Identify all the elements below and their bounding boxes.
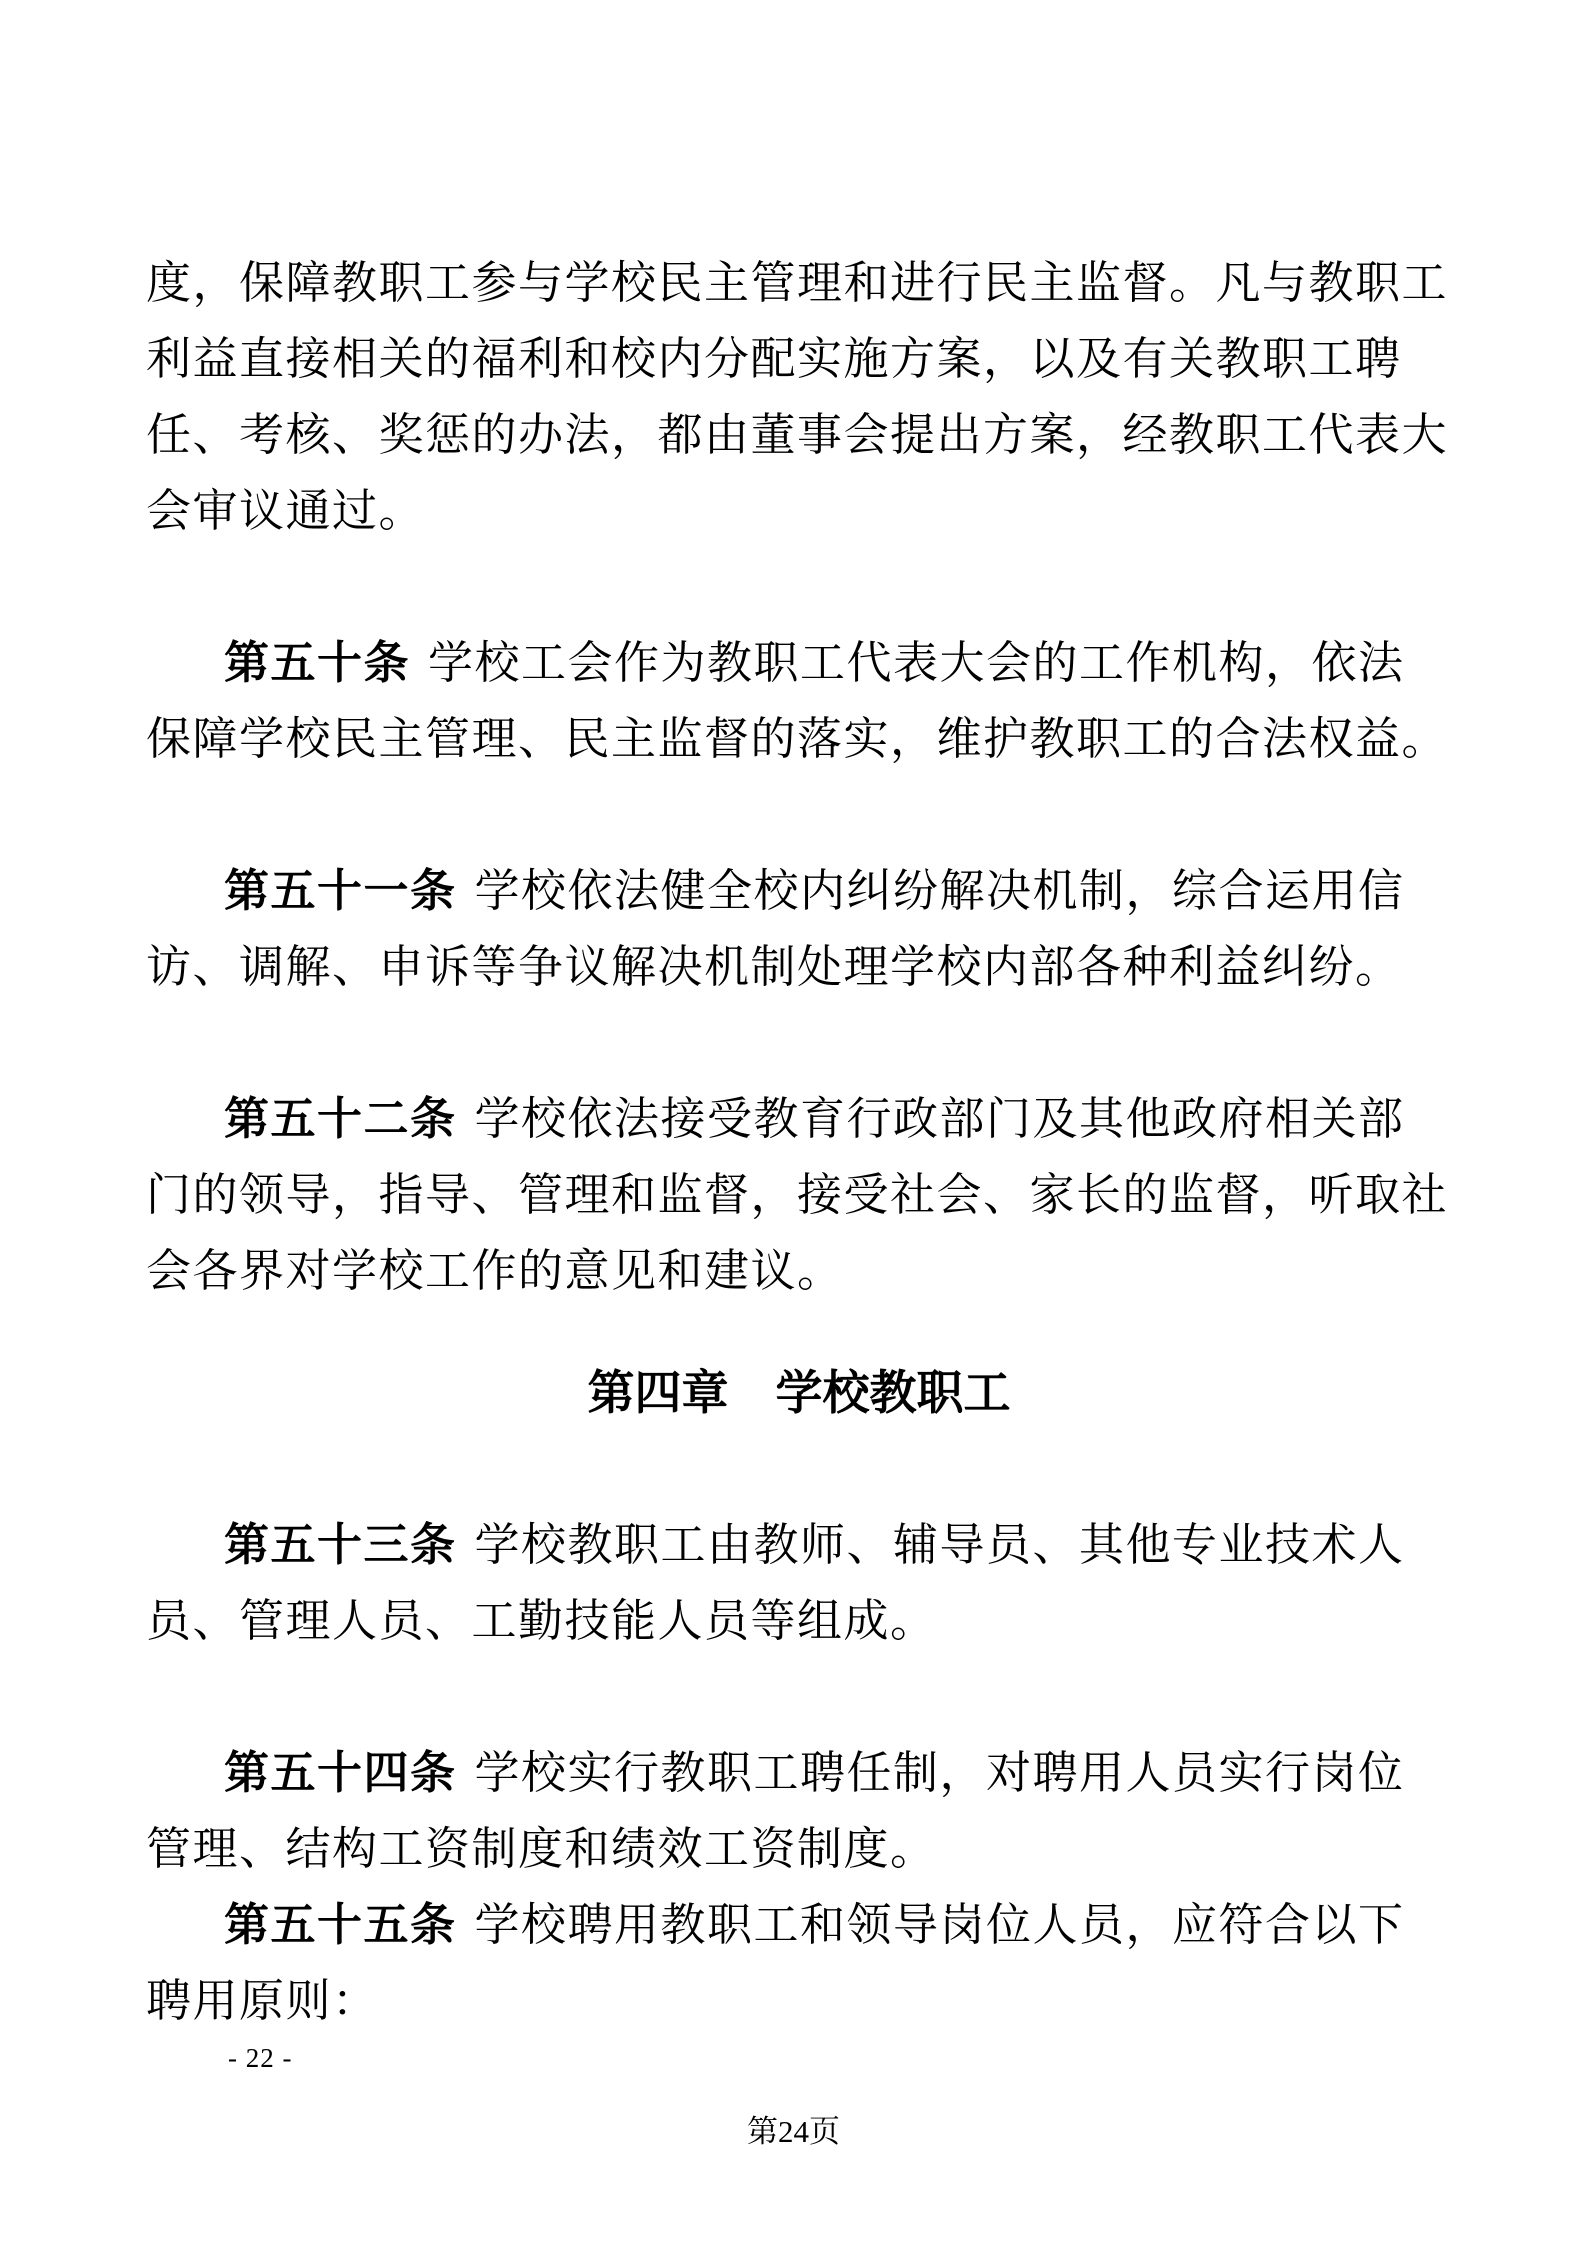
article-number: 第五十条 [224, 638, 411, 688]
article-number: 第五十一条 [224, 866, 457, 916]
article-text: 学校教职工由教师、辅导员、其他专业技术人 [474, 1520, 1405, 1570]
article-number: 第五十三条 [224, 1520, 457, 1570]
article-paragraph [146, 1887, 1452, 2039]
article-paragraph [146, 1081, 1452, 1309]
article-text: 学校聘用教职工和领导岗位人员，应符合以下 [474, 1900, 1405, 1950]
text-line [146, 1887, 1452, 1963]
text-line [146, 625, 1452, 701]
footer-page-number: 第24页 [747, 2114, 840, 2149]
article-paragraph [146, 853, 1452, 1005]
text-line: 员、管理人员、工勤技能人员等组成。 [146, 1596, 937, 1646]
article-text: 学校实行教职工聘任制，对聘用人员实行岗位 [474, 1748, 1405, 1798]
text-line: 保障学校民主管理、民主监督的落实，维护教职工的合法权益。 [146, 714, 1449, 764]
chapter-heading: 第四章 学校教职工 [587, 1366, 1011, 1419]
article-text: 学校依法健全校内纠纷解决机制，综合运用信 [474, 866, 1405, 916]
article-number: 第五十五条 [224, 1900, 457, 1950]
text-line [146, 1735, 1452, 1811]
text-line: 管理、结构工资制度和绩效工资制度。 [146, 1824, 937, 1874]
article-paragraph [146, 1735, 1452, 1887]
text-line [146, 853, 1452, 929]
text-line: 聘用原则： [146, 1976, 379, 2026]
text-line: 门的领导，指导、管理和监督，接受社会、家长的监督，听取社 [146, 1170, 1449, 1220]
article-number: 第五十四条 [224, 1748, 457, 1798]
footer-draft-page-number: - 22 - [228, 2043, 293, 2073]
text-line [146, 1081, 1452, 1157]
text-line [146, 1507, 1452, 1583]
text-line: 会各界对学校工作的意见和建议。 [146, 1246, 844, 1296]
article-paragraph [146, 625, 1452, 777]
text-line: 会审议通过。 [146, 486, 426, 536]
text-line: 任、考核、奖惩的办法，都由董事会提出方案，经教职工代表大 [146, 410, 1449, 460]
article-text: 学校依法接受教育行政部门及其他政府相关部 [474, 1094, 1405, 1144]
text-line: 度，保障教职工参与学校民主管理和进行民主监督。凡与教职工 [146, 258, 1449, 308]
article-text: 学校工会作为教职工代表大会的工作机构，依法 [428, 638, 1405, 688]
paragraph [146, 245, 1452, 549]
text-line: 利益直接相关的福利和校内分配实施方案，以及有关教职工聘 [146, 334, 1402, 384]
document-body [146, 245, 1452, 2039]
article-number: 第五十二条 [224, 1094, 457, 1144]
text-line: 访、调解、申诉等争议解决机制处理学校内部各种利益纠纷。 [146, 942, 1402, 992]
article-paragraph [146, 1507, 1452, 1659]
